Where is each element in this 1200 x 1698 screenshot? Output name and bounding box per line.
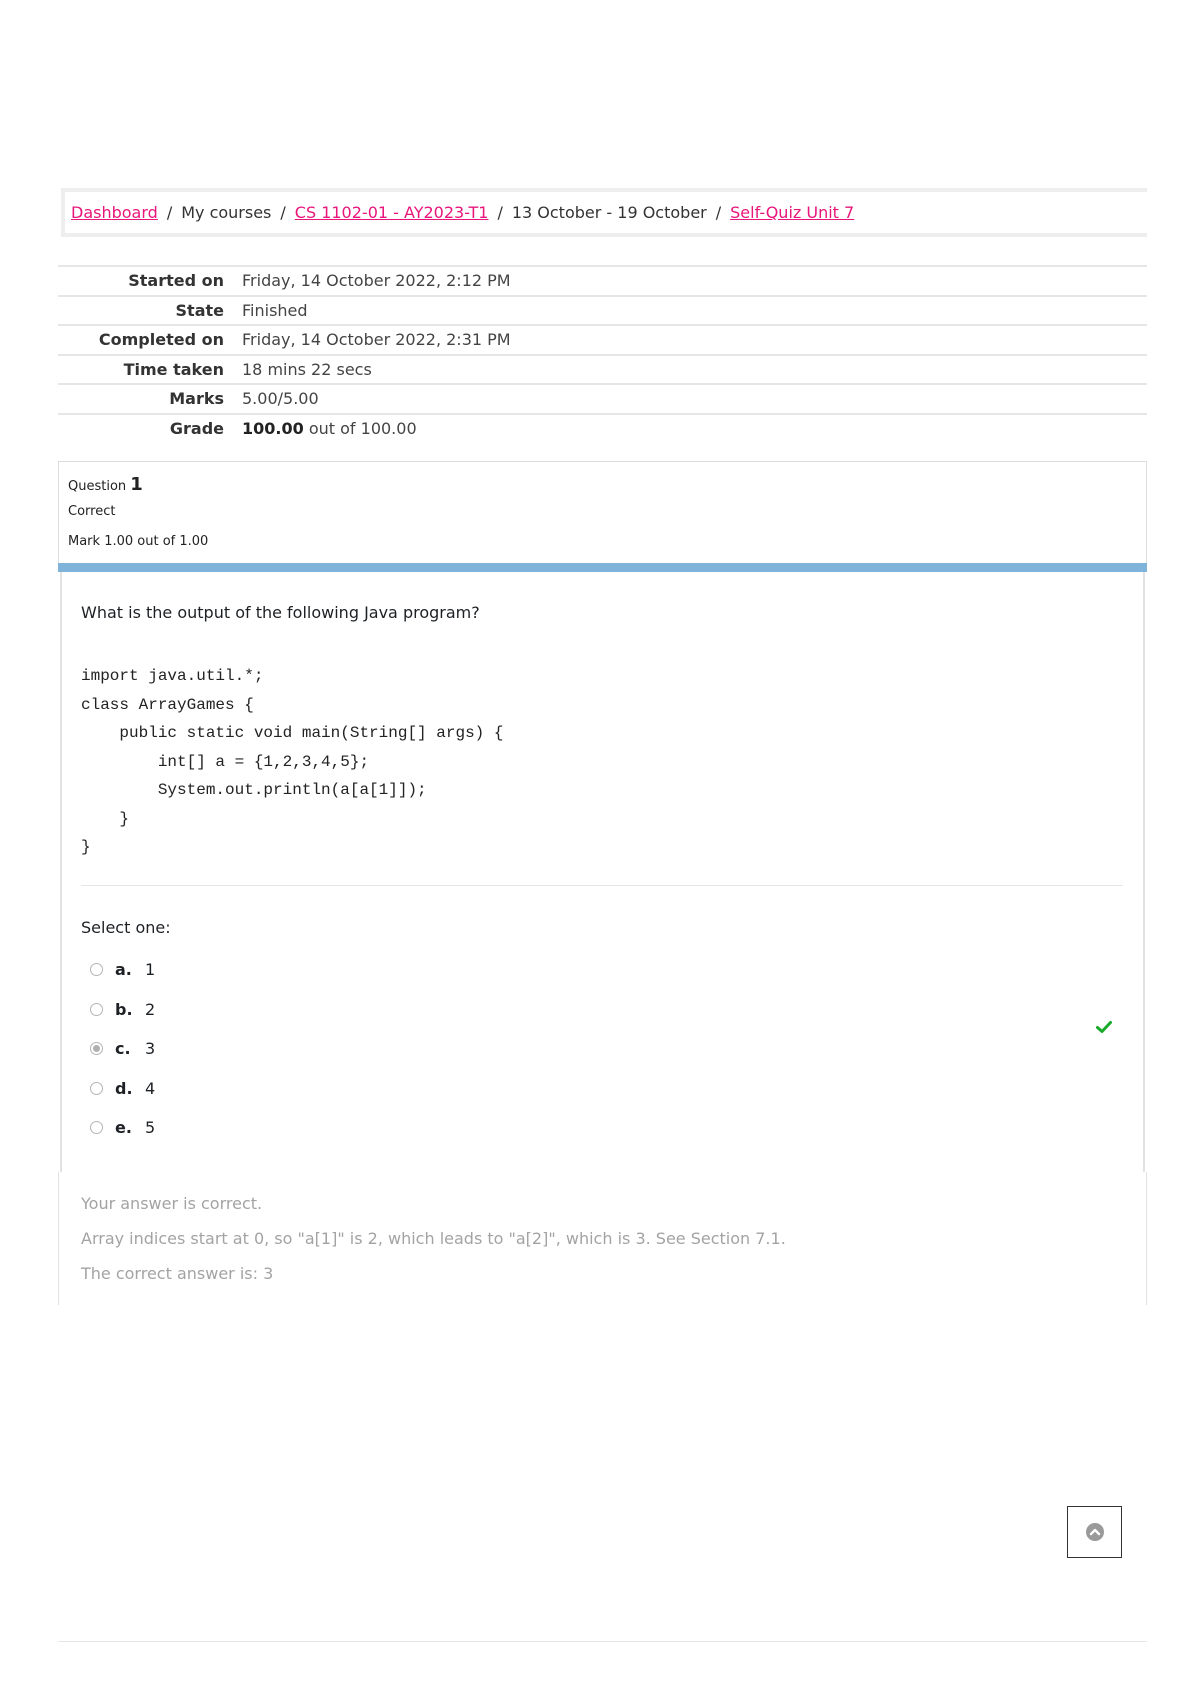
- question-info: [58, 461, 1147, 565]
- arrow-up-circle-icon: [1085, 1522, 1105, 1542]
- grade-score: 100.00: [242, 418, 304, 438]
- radio-button[interactable]: [90, 1082, 103, 1095]
- option-letter: e.: [115, 1118, 132, 1137]
- summary-value: [242, 419, 417, 438]
- breadcrumb-my-courses: My courses: [181, 203, 272, 222]
- summary-row-grade: [58, 413, 1147, 443]
- summary-row-time-taken: [58, 354, 1147, 384]
- summary-value: 5.00/5.00: [242, 389, 319, 409]
- summary-row-marks: [58, 383, 1147, 413]
- option-letter: d.: [115, 1079, 133, 1098]
- footer-divider: [58, 1641, 1147, 1642]
- grade-out-of: out of 100.00: [308, 418, 417, 438]
- answer-option-c[interactable]: [90, 1039, 155, 1058]
- summary-value: Friday, 14 October 2022, 2:12 PM: [242, 271, 511, 291]
- feedback-correct-answer: The correct answer is: 3: [81, 1264, 274, 1283]
- breadcrumb-course-link[interactable]: CS 1102-01 - AY2023-T1: [294, 203, 489, 222]
- summary-value: Friday, 14 October 2022, 2:31 PM: [242, 330, 511, 350]
- summary-row-completed: [58, 324, 1147, 354]
- radio-button[interactable]: [90, 1121, 103, 1134]
- breadcrumb-separator: /: [497, 203, 503, 222]
- question-label: Question: [68, 479, 127, 494]
- option-letter: a.: [115, 960, 132, 979]
- summary-label: Marks: [169, 389, 224, 409]
- option-text: 4: [145, 1079, 156, 1098]
- summary-label: Time taken: [123, 359, 224, 379]
- radio-button-checked[interactable]: [90, 1042, 103, 1055]
- breadcrumb-week: 13 October - 19 October: [511, 203, 707, 222]
- radio-button[interactable]: [90, 963, 103, 976]
- option-text: 3: [145, 1039, 156, 1058]
- summary-label: Completed on: [98, 330, 224, 350]
- summary-label: Started on: [128, 271, 224, 291]
- question-number: [68, 474, 143, 495]
- divider: [81, 885, 1123, 886]
- option-text: 1: [145, 960, 156, 979]
- option-letter: c.: [115, 1039, 131, 1058]
- question-text: What is the output of the following Java program?: [81, 603, 480, 622]
- summary-row-state: [58, 295, 1147, 325]
- radio-button[interactable]: [90, 1003, 103, 1016]
- answer-option-b[interactable]: [90, 1000, 155, 1019]
- answer-option-e[interactable]: [90, 1118, 155, 1137]
- feedback-result: Your answer is correct.: [81, 1194, 263, 1213]
- option-letter: b.: [115, 1000, 133, 1019]
- breadcrumb-separator: /: [280, 203, 286, 222]
- breadcrumb-quiz-link[interactable]: Self-Quiz Unit 7: [730, 203, 855, 222]
- feedback-explanation: Array indices start at 0, so "a[1]" is 2, which leads to "a[2]", which is 3. See Section 7.1.: [81, 1229, 786, 1248]
- summary-label: Grade: [169, 418, 224, 438]
- breadcrumb: [61, 188, 1147, 237]
- breadcrumb-separator: /: [166, 203, 173, 222]
- option-text: 2: [145, 1000, 156, 1019]
- select-one-label: Select one:: [81, 918, 171, 937]
- breadcrumb-separator: /: [715, 203, 722, 222]
- answer-option-d[interactable]: [90, 1079, 155, 1098]
- summary-value: 18 mins 22 secs: [242, 359, 372, 379]
- check-icon: [1096, 1019, 1112, 1035]
- option-text: 5: [145, 1118, 156, 1137]
- summary-row-started: [58, 265, 1147, 295]
- breadcrumb-dashboard-link[interactable]: Dashboard: [71, 203, 158, 222]
- answer-option-a[interactable]: [90, 960, 155, 979]
- scroll-to-top-button[interactable]: [1067, 1506, 1122, 1558]
- summary-value: Finished: [242, 300, 308, 320]
- code-block: import java.util.*; class ArrayGames { public static void main(String[] args) { int[] a = {1,2,3,4,5}; System.out.println(a[a[1]]); } }: [81, 667, 504, 856]
- quiz-summary-table: [58, 265, 1147, 442]
- question-mark: Mark 1.00 out of 1.00: [68, 534, 209, 549]
- question-state: Correct: [68, 504, 116, 519]
- question-accent-bar: [58, 563, 1147, 572]
- summary-label: State: [175, 300, 224, 320]
- question-number-value: 1: [130, 474, 143, 495]
